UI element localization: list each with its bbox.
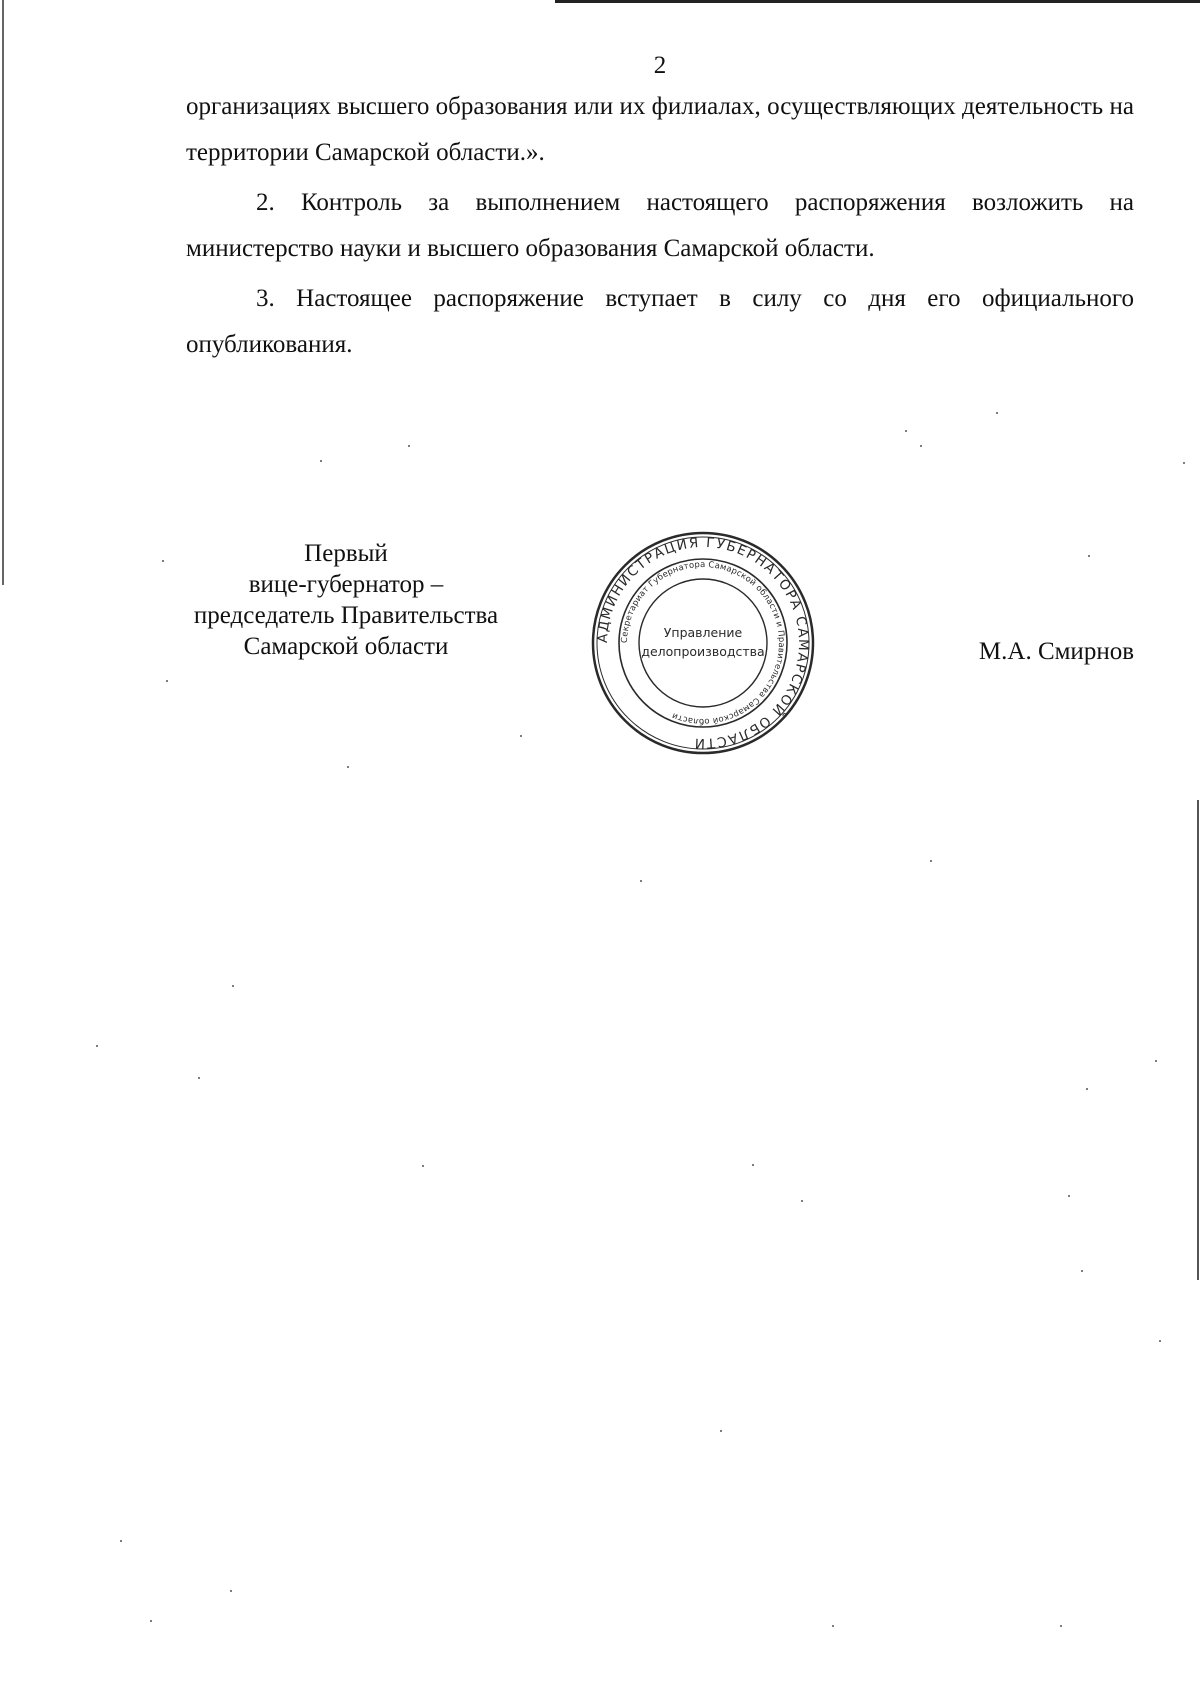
scan-right-edge (1197, 800, 1199, 1280)
scan-speck (120, 1540, 122, 1542)
scan-speck (1155, 1060, 1157, 1062)
scan-top-edge (555, 0, 1200, 3)
scan-speck (1086, 1088, 1088, 1090)
seal-outer-text: АДМИНИСТРАЦИЯ ГУБЕРНАТОРА САМАРСКОЙ ОБЛАСТИ (594, 534, 812, 752)
paragraph-2: 2. Контроль за выполнением настоящего распоряжения возложить на министерство науки и высшего образования Самарской области. (186, 189, 1134, 262)
scan-speck (320, 460, 322, 462)
scan-speck (408, 445, 410, 447)
scan-speck (752, 1164, 754, 1166)
scan-speck (150, 1620, 152, 1622)
scan-left-edge (2, 0, 4, 585)
scan-speck (930, 860, 932, 862)
scan-speck (96, 1045, 98, 1047)
scan-speck (347, 766, 349, 768)
seal-inner-text: Секретариат Губернатора Самарской области и Правительства Самарской области (618, 558, 788, 728)
seal-inner-ring (639, 579, 767, 707)
signer-title-line: вице-губернатор – (248, 571, 444, 598)
scan-speck (1060, 1625, 1062, 1627)
signer-name: М.А. Смирнов (978, 638, 1134, 665)
scan-speck (920, 445, 922, 447)
scan-speck (1159, 1340, 1161, 1342)
signer-title-line: Первый (304, 540, 388, 567)
scan-speck (1081, 1270, 1083, 1272)
scan-speck (640, 880, 642, 882)
scan-speck (520, 735, 522, 737)
scan-speck (422, 1165, 424, 1167)
seal-center-line-1: Управление (663, 625, 743, 640)
scan-speck (198, 1077, 200, 1079)
scan-speck (1088, 555, 1090, 557)
scan-speck (166, 680, 168, 682)
scan-speck (232, 985, 234, 987)
scan-speck (801, 1200, 803, 1202)
scan-speck (996, 412, 998, 414)
scan-speck (1183, 462, 1185, 464)
page-number: 2 (653, 52, 667, 79)
signer-title (160, 538, 532, 662)
continuation-paragraph: организациях высшего образования или их филиалах, осуществляющих деятельность на территории Самарской области.». (186, 93, 1134, 166)
signer-title-line: Самарской области (243, 633, 449, 660)
paragraph-3: 3. Настоящее распоряжение вступает в силу со дня его официального опубликования. (186, 285, 1134, 358)
scan-speck (720, 1430, 722, 1432)
scan-speck (905, 430, 907, 432)
official-seal (590, 530, 816, 756)
scan-speck (230, 1590, 232, 1592)
scan-speck (832, 1625, 834, 1627)
scan-speck (162, 560, 164, 562)
scan-speck (1068, 1195, 1070, 1197)
signer-title-line: председатель Правительства (193, 602, 499, 629)
seal-center-line-2: делопроизводства (641, 644, 765, 659)
